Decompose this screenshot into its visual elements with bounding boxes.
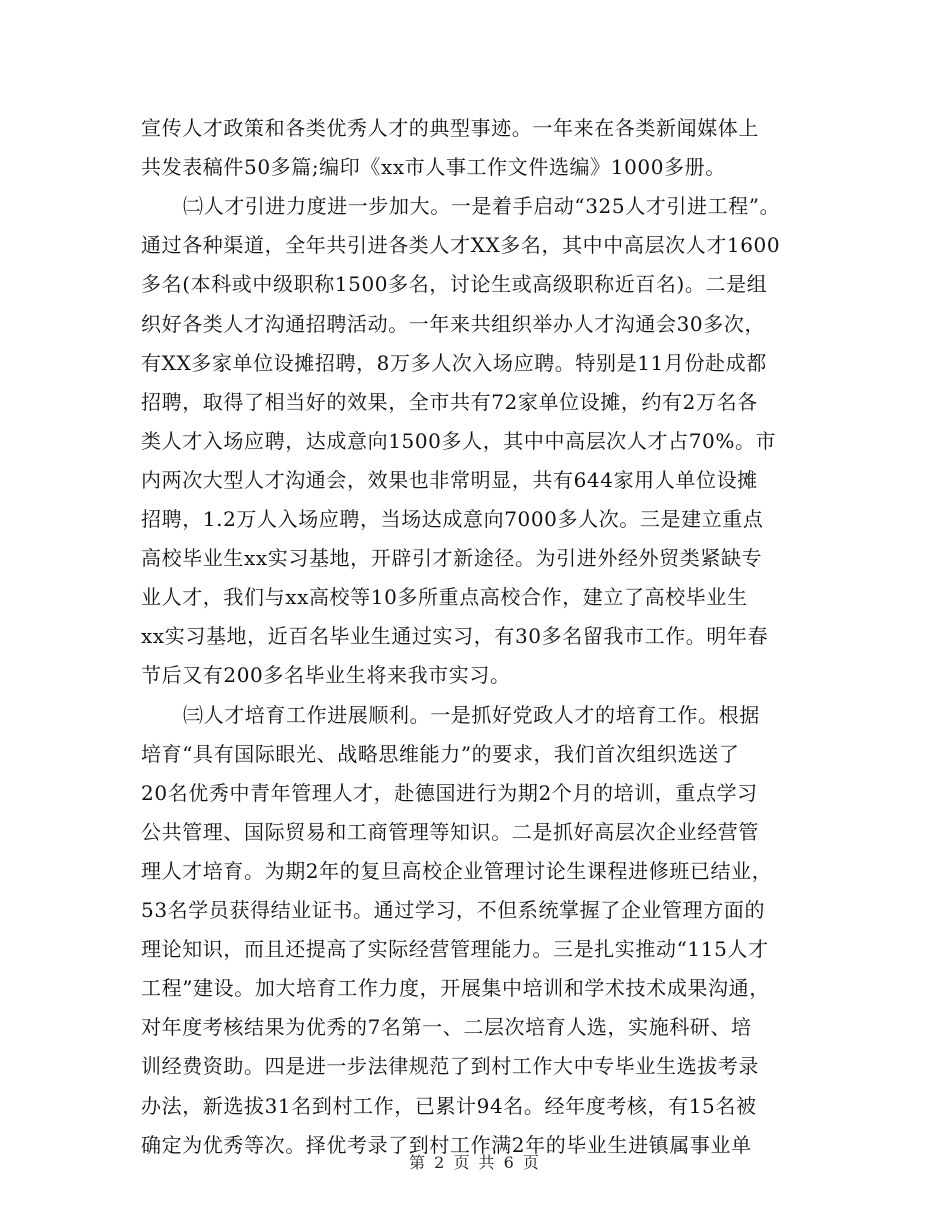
text-line: 理论知识，而且还提高了实际经营管理能力。三是扎实推动“115人才 <box>141 937 769 962</box>
text-line: ㈢人才培育工作进展顺利。一是抓好党政人才的培育工作。根据 <box>183 702 760 727</box>
text-line: 53名学员获得结业证书。通过学习，不但系统掌握了企业管理方面的 <box>141 898 766 922</box>
text-line: 工程”建设。加大培育工作力度，开展集中培训和学术技术成果沟通， <box>141 976 770 1001</box>
text-line: 共发表稿件50多篇;编印《xx市人事工作文件选编》1000多册。 <box>141 155 726 180</box>
text-line: 培育“具有国际眼光、战略思维能力”的要求，我们首次组织选送了 <box>141 741 740 766</box>
text-line: ㈡人才引进力度进一步加大。一是着手启动“325人才引进工程”。 <box>183 194 781 219</box>
text-line: 通过各种渠道，全年共引进各类人才XX多名，其中中高层次人才1600 <box>141 233 781 258</box>
text-line: 织好各类人才沟通招聘活动。一年来共组织举办人才沟通会30多次， <box>141 311 766 336</box>
text-line: 办法，新选拔31名到村工作，已累计94名。经年度考核，有15名被 <box>141 1093 757 1118</box>
text-line: 多名(本科或中级职称1500多名，讨论生或高级职称近百名)。二是组 <box>141 272 768 297</box>
text-line: 对年度考核结果为优秀的7名第一、二层次培育人选，实施科研、培 <box>141 1015 752 1040</box>
text-line: 有XX多家单位设摊招聘，8万多人次入场应聘。特别是11月份赴成都 <box>141 350 767 375</box>
text-line: xx实习基地，近百名毕业生通过实习，有30多名留我市工作。明年春 <box>141 624 769 649</box>
text-line: 公共管理、国际贸易和工商管理等知识。二是抓好高层次企业经营管 <box>141 819 759 844</box>
text-line: 宣传人才政策和各类优秀人才的典型事迹。一年来在各类新闻媒体上 <box>141 116 759 140</box>
text-line: 业人才，我们与xx高校等10多所重点高校合作，建立了高校毕业生 <box>141 585 748 610</box>
text-line: 招聘，取得了相当好的效果，全市共有72家单位设摊，约有2万名各 <box>141 389 758 414</box>
text-line: 确定为优秀等次。择优考录了到村工作满2年的毕业生进镇属事业单 <box>141 1132 752 1157</box>
text-line: 内两次大型人才沟通会，效果也非常明显，共有644家用人单位设摊 <box>141 467 758 492</box>
text-line: 理人才培育。为期2年的复旦高校企业管理讨论生课程进修班已结业， <box>141 858 773 883</box>
text-line: 20名优秀中青年管理人才，赴德国进行为期2个月的培训，重点学习 <box>141 780 758 805</box>
text-line: 高校毕业生xx实习基地，开辟引才新途径。为引进外经外贸类紧缺专 <box>141 546 763 571</box>
text-line: 节后又有200多名毕业生将来我市实习。 <box>141 663 511 688</box>
text-line: 类人才入场应聘，达成意向1500多人，其中中高层次人才占70%。市 <box>141 428 777 453</box>
page-number-footer: 第 2 页 共 6 页 <box>409 1153 541 1172</box>
text-line: 招聘，1.2万人入场应聘，当场达成意向7000多人次。三是建立重点 <box>141 507 764 531</box>
text-line: 训经费资助。四是进一步法律规范了到村工作大中专毕业生选拔考录 <box>141 1054 759 1079</box>
